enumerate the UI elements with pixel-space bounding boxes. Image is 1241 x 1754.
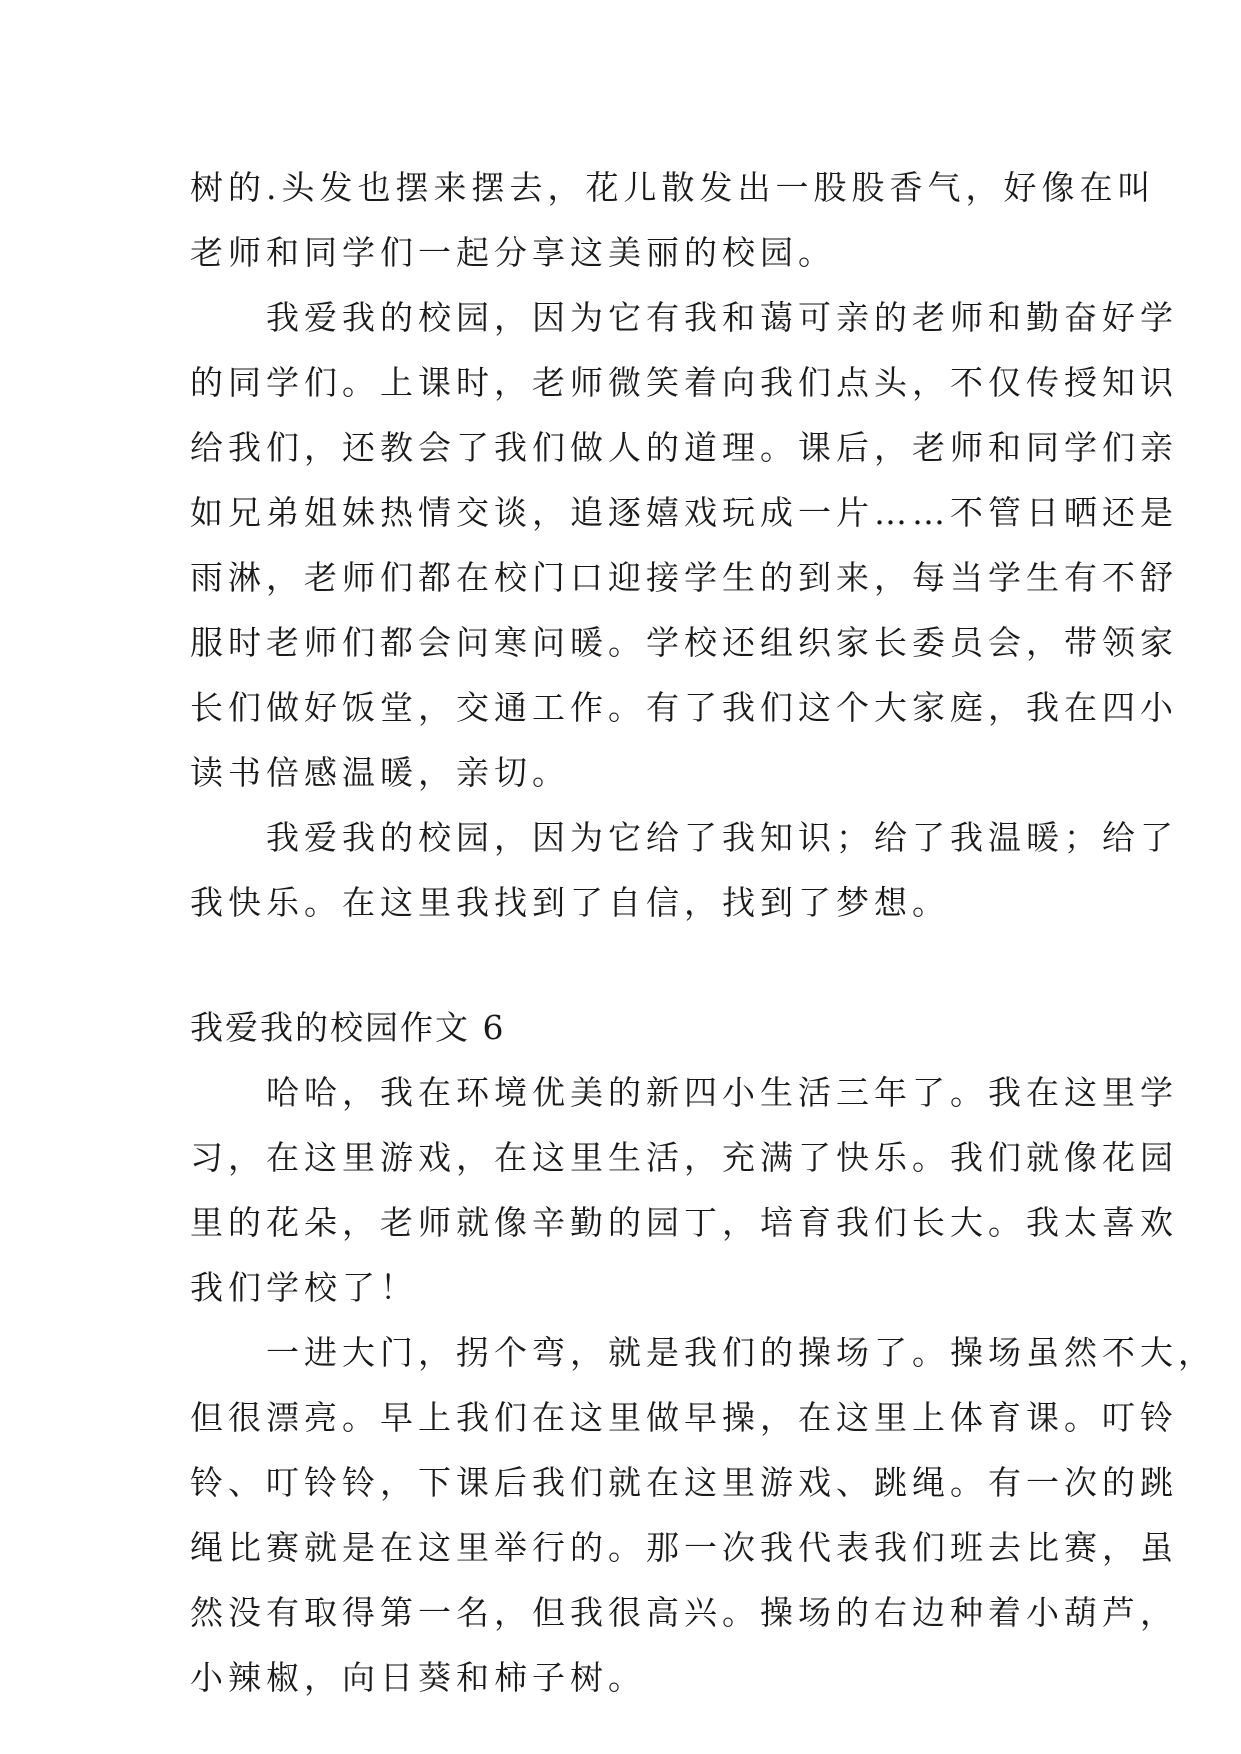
text-line: 长们做好饭堂，交通工作。有了我们这个大家庭，我在四小: [190, 688, 1178, 727]
paragraph-5: [190, 1320, 1216, 1710]
text-line: 里的花朵，老师就像辛勤的园丁，培育我们长大。我太喜欢: [190, 1203, 1178, 1242]
paragraph-1: [190, 155, 1156, 285]
text-line: 雨淋，老师们都在校门口迎接学生的到来，每当学生有不舒: [190, 558, 1178, 597]
text-line: 习，在这里游戏，在这里生活，充满了快乐。我们就像花园: [190, 1138, 1178, 1177]
text-line: 小辣椒，向日葵和柿子树。: [190, 1658, 646, 1697]
text-line: 然没有取得第一名，但我很高兴。操场的右边种着小葫芦，: [190, 1593, 1178, 1632]
text-line: 但很漂亮。早上我们在这里做早操，在这里上体育课。叮铃: [190, 1398, 1178, 1437]
text-line: 的同学们。上课时，老师微笑着向我们点头，不仅传授知识: [190, 363, 1178, 402]
text-line: 服时老师们都会问寒问暖。学校还组织家长委员会，带领家: [190, 623, 1178, 662]
paragraph-3: [190, 805, 1178, 935]
text-line: 我爱我的校园，因为它给了我知识；给了我温暖；给了: [190, 818, 1178, 857]
text-line: 一进大门，拐个弯，就是我们的操场了。操场虽然不大，: [190, 1333, 1216, 1372]
document-body: [190, 155, 1216, 1710]
text-line: 老师和同学们一起分享这美丽的校园。: [190, 233, 836, 272]
paragraph-2: [190, 285, 1178, 805]
section-heading: 我爱我的校园作文 6: [190, 1008, 506, 1047]
text-line: 我们学校了！: [190, 1268, 418, 1307]
text-line: 绳比赛就是在这里举行的。那一次我代表我们班去比赛，虽: [190, 1528, 1178, 1567]
text-line: 我快乐。在这里我找到了自信，找到了梦想。: [190, 883, 950, 922]
text-line: 铃、叮铃铃，下课后我们就在这里游戏、跳绳。有一次的跳: [190, 1463, 1178, 1502]
text-line: 给我们，还教会了我们做人的道理。课后，老师和同学们亲: [190, 428, 1178, 467]
text-line: 读书倍感温暖，亲切。: [190, 753, 570, 792]
paragraph-4: [190, 1060, 1178, 1320]
text-line: 哈哈，我在环境优美的新四小生活三年了。我在这里学: [190, 1073, 1178, 1112]
text-line: 如兄弟姐妹热情交谈，追逐嬉戏玩成一片……不管日晒还是: [190, 493, 1178, 532]
text-line: 我爱我的校园，因为它有我和蔼可亲的老师和勤奋好学: [190, 298, 1178, 337]
text-line: 树的.头发也摆来摆去，花儿散发出一股股香气，好像在叫: [190, 168, 1156, 207]
